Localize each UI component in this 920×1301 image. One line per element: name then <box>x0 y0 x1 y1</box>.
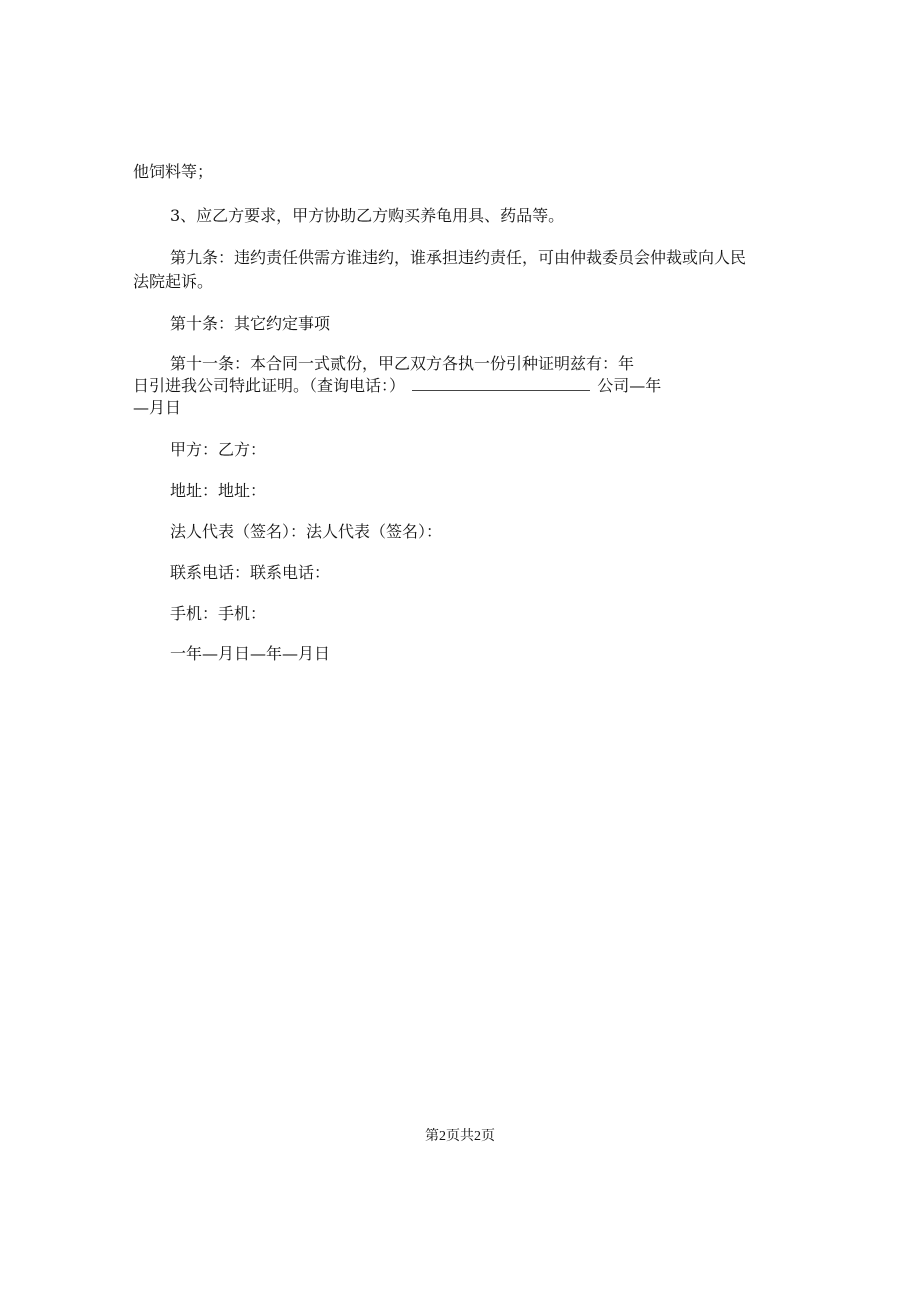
page-number-footer: 第2页共2页 <box>425 1129 495 1144</box>
text-line-certificate <box>133 376 661 396</box>
text-line-article-11: 第十一条：本合同一式贰份，甲乙双方各执一份引种证明兹有：年 <box>170 354 635 373</box>
text-line-clause-3: 3、应乙方要求，甲方协助乙方购买养龟用具、药品等。 <box>170 206 565 225</box>
certificate-text: 日引进我公司特此证明。（查询电话：） <box>133 376 406 395</box>
company-year-text: 公司—年 <box>597 376 662 395</box>
text-line-article-9-cont: 法院起诉。 <box>133 272 214 291</box>
text-line-date: —月日 <box>133 398 182 417</box>
blank-underline <box>412 376 590 391</box>
text-line-address: 地址：地址： <box>170 481 267 500</box>
text-line-phone: 联系电话：联系电话： <box>170 563 331 582</box>
text-line-signing-date: 一年—月日—年—月日 <box>170 644 331 663</box>
text-line-mobile: 手机：手机： <box>170 604 267 623</box>
text-line-parties: 甲方：乙方： <box>170 440 267 459</box>
text-line-legal-rep: 法人代表（签名）：法人代表（签名）： <box>170 522 443 541</box>
text-line-article-9: 第九条：违约责任供需方谁违约，谁承担违约责任，可由仲裁委员会仲裁或向人民 <box>170 248 747 267</box>
text-line-article-10: 第十条：其它约定事项 <box>170 314 331 333</box>
text-line-feed: 他饲料等； <box>133 162 214 181</box>
